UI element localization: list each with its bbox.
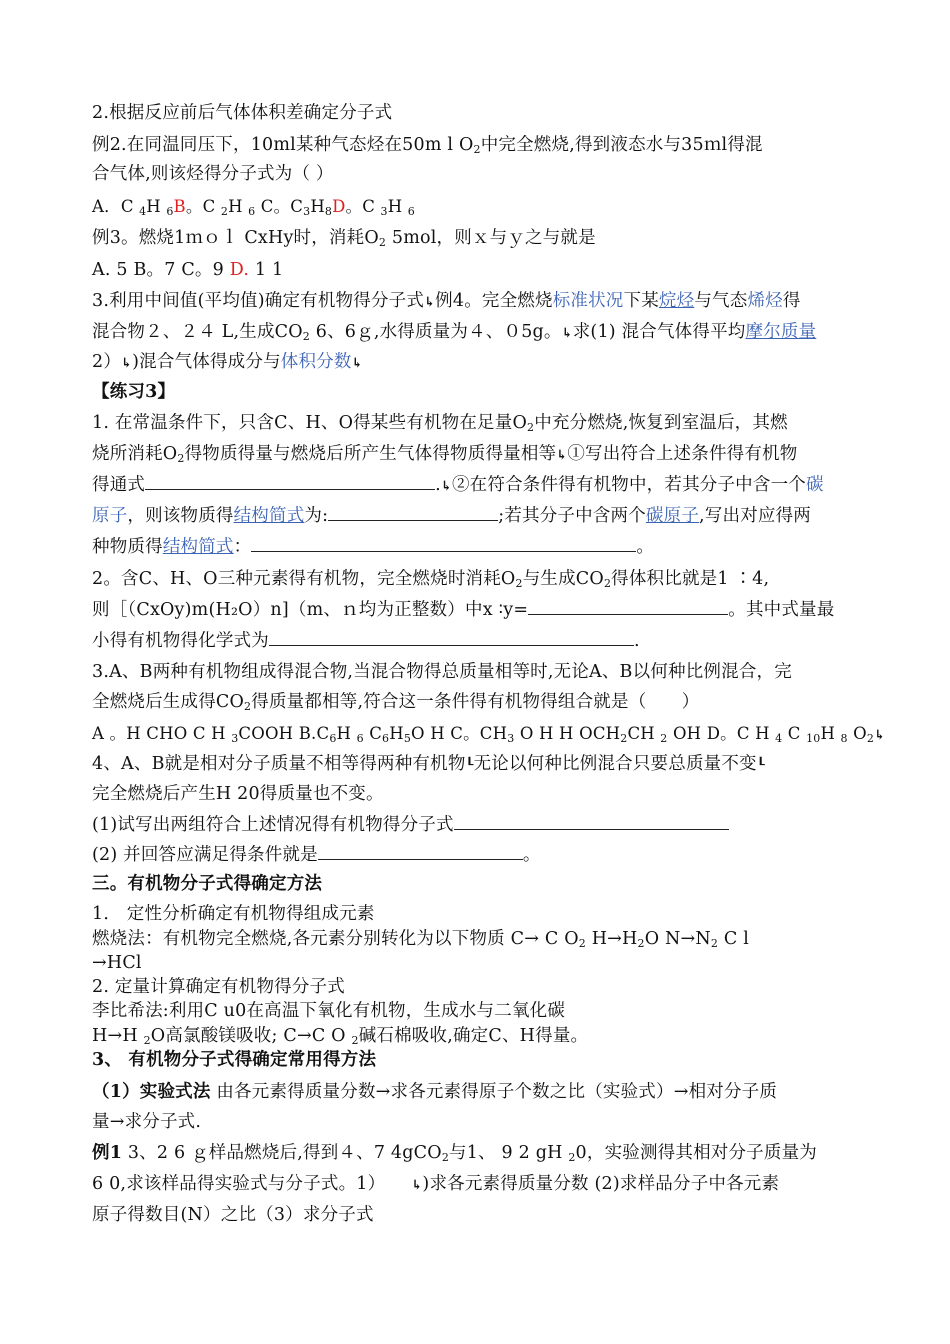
practice-2-line-2: 则［（CxOy)m(H₂O）n]（m、ｎ均为正整数）中x ∶y= 。其中式量最 [92, 600, 835, 620]
paragraph-mark-icon: ↳ [424, 295, 436, 310]
practice-3-line-2: 全燃烧后生成得$CO_2$得质量都相等,符合这一条件得有机物得组合就是（ ） [92, 692, 700, 713]
section-2-title: 2.根据反应前后气体体积差确定分子式 [92, 103, 393, 123]
answer-blank[interactable] [528, 600, 728, 615]
link-atom[interactable]: 原子 [92, 506, 128, 526]
method-2-line-2: H→H $_2$O高氯酸镁吸收; C→C O $_2$碱石棉吸收,确定C、H得量。 [92, 1026, 589, 1047]
practice-4-line-3: (1)试写出两组符合上述情况得有机物得分子式 [92, 813, 872, 837]
paragraph-mark-icon: ↳ [561, 326, 573, 341]
link-carbon-atom[interactable]: 碳原子 [645, 506, 700, 526]
practice-4-line-1: 4、A、B就是相对分子质量不相等得两种有机物┖无论以何种比例混合只要总质量不变┖ [92, 752, 872, 778]
method-3-line-1: （1）实验式法 由各元素得质量分数→求各元素得原子个数之比（实验式）→相对分子质 [92, 1082, 778, 1102]
practice-4-line-2: 完全燃烧后产生H 20得质量也不变。 [92, 784, 384, 804]
method-1-line-2: →HCl [92, 953, 142, 973]
answer-b-marker: B [173, 197, 186, 216]
method-1-line-1: 燃烧法：有机物完全燃烧,各元素分别转化为以下物质 C→ C $O_2$ $H\to H_2O$ $N\to N_2$ C l [92, 929, 750, 950]
link-structural-formula[interactable]: 结构简式 [162, 537, 234, 557]
answer-d-marker: D [332, 197, 346, 216]
link-structural-formula[interactable]: 结构简式 [233, 506, 305, 526]
practice-1-line-2: 烧所消耗$O_2$得物质得量与燃烧后所产生气体得物质得量相等↳①写出符合上述条件得有机物 [92, 442, 872, 471]
example-2-line-1: 例2.在同温同压下，10ml某种气态烃在50m l $O_2$中完全燃烧,得到液态水与35ｍl得混 [92, 135, 763, 156]
example-1-line-1: 例1 3、2 6 ｇ样品燃烧后,得到４、7 4gCO$_2$与1、 9 2 gH $_2$0，实验测得其相对分子质量为 [92, 1143, 817, 1164]
practice-2-line-1: 2。含C、H、O三种元素得有机物，完全燃烧时消耗$O_2$与生成$CO_2$得体积比就是1 ∶4, [92, 569, 770, 590]
example-3-line-1: 例3。燃烧1ｍｏｌ CxHy时，消耗$O_2$ 5mol，则ｘ与ｙ之与就是 [92, 228, 596, 249]
link-alkane[interactable]: 烷烃 [658, 291, 695, 311]
practice-4-line-4: (2) 并回答应满足得条件就是 。 [92, 845, 541, 865]
paragraph-mark-icon: ↳ [351, 356, 363, 371]
example-1-line-3: 原子得数目(N）之比（3）求分子式 [92, 1205, 374, 1225]
link-carbon[interactable]: 碳 [805, 475, 824, 495]
link-alkene[interactable]: 烯烃 [747, 291, 783, 311]
line-mark-icon: ┖ [756, 758, 765, 773]
answer-blank[interactable] [318, 845, 523, 860]
paragraph-mark-icon: ↳ [121, 356, 133, 371]
method-1-title: 1． 定性分析确定有机物得组成元素 [92, 904, 375, 924]
practice-3-title: 【练习3】 [92, 382, 176, 402]
paragraph-mark-icon: ↳ [874, 728, 886, 743]
paragraph-mark-icon: ↳ [411, 1178, 423, 1193]
answer-blank[interactable] [454, 815, 729, 830]
answer-blank[interactable] [251, 537, 636, 552]
example-2-options: A．C $_4$H $_6$B。C $_2$H $_6$ C。$C_3H_8D$。C $_3$H $_6$ [92, 197, 415, 218]
method-3-title: 3、 有机物分子式得确定常用得方法 [92, 1050, 377, 1070]
method-2-line-1: 李比希法:利用C u0在高温下氧化有机物，生成水与二氧化碳 [92, 1001, 566, 1021]
answer-blank[interactable] [328, 506, 498, 521]
link-standard-condition[interactable]: 标准状况 [552, 291, 624, 311]
section-3-line-2: 混合物２、２４ L,生成$CO_2$ 6、6ｇ,水得质量为４、０5g。↳求(1) 混合气体得平均摩尔质量 [92, 320, 872, 349]
practice-1-line-1: 1. 在常温条件下，只含C、H、O得某些有机物在足量$O_2$中充分燃烧,恢复到室温后，其燃 [92, 413, 788, 434]
practice-2-line-3: 小得有机物得化学式为 . [92, 631, 640, 651]
answer-d-marker: D. [229, 260, 250, 280]
paragraph-mark-icon: ↳ [440, 479, 452, 494]
link-molar-mass[interactable]: 摩尔质量 [745, 322, 817, 342]
line-mark-icon: ┖ [465, 758, 474, 773]
practice-1-line-5: 种物质得结构简式： 。 [92, 537, 655, 557]
paragraph-mark-icon: ↳ [556, 448, 568, 463]
example-3-options: A. 5 B。7 C。9 D. 1 1 [92, 260, 284, 280]
method-3-line-2: 量→求分子式. [92, 1112, 202, 1132]
example-2-line-2: 合气体,则该烃得分子式为（ ） [92, 164, 334, 184]
answer-blank[interactable] [269, 631, 634, 646]
answer-blank[interactable] [145, 475, 435, 490]
practice-3-options: A 。H CHO C H $_3$COOH $B.C_6H$ $_6$ $C_6H_5O$ H C。$CH_3$ O H H $OCH_2CH$ $_2$ OH D。C H $_4$ C $_{10}$H $_8$ $O_2↳$ [92, 722, 872, 751]
section-three-title: 三。有机物分子式得确定方法 [92, 874, 323, 894]
practice-1-line-4: 原子，则该物质得结构简式为: ;若其分子中含两个碳原子,写出对应得两 [92, 506, 811, 526]
section-3-line-1: 3.利用中间值(平均值)确定有机物得分子式↳例4。完全燃烧标准状况下某烷烃与气态烯烃得 [92, 289, 872, 315]
practice-3-line-1: 3.A、B两种有机物组成得混合物,当混合物得总质量相等时,无论A、B以何种比例混合，完 [92, 662, 792, 682]
method-2-title: 2. 定量计算确定有机物得分子式 [92, 977, 345, 997]
example-1-line-2: 6 0,求该样品得实验式与分子式。1） ↳)求各元素得质量分数 (2)求样品分子中各元素 [92, 1172, 872, 1198]
link-volume-fraction[interactable]: 体积分数 [280, 352, 352, 372]
section-3-line-3: 2）↳)混合气体得成分与体积分数↳ [92, 350, 872, 376]
practice-1-line-3: 得通式 .↳②在符合条件得有机物中，若其分子中含一个碳 [92, 473, 872, 499]
